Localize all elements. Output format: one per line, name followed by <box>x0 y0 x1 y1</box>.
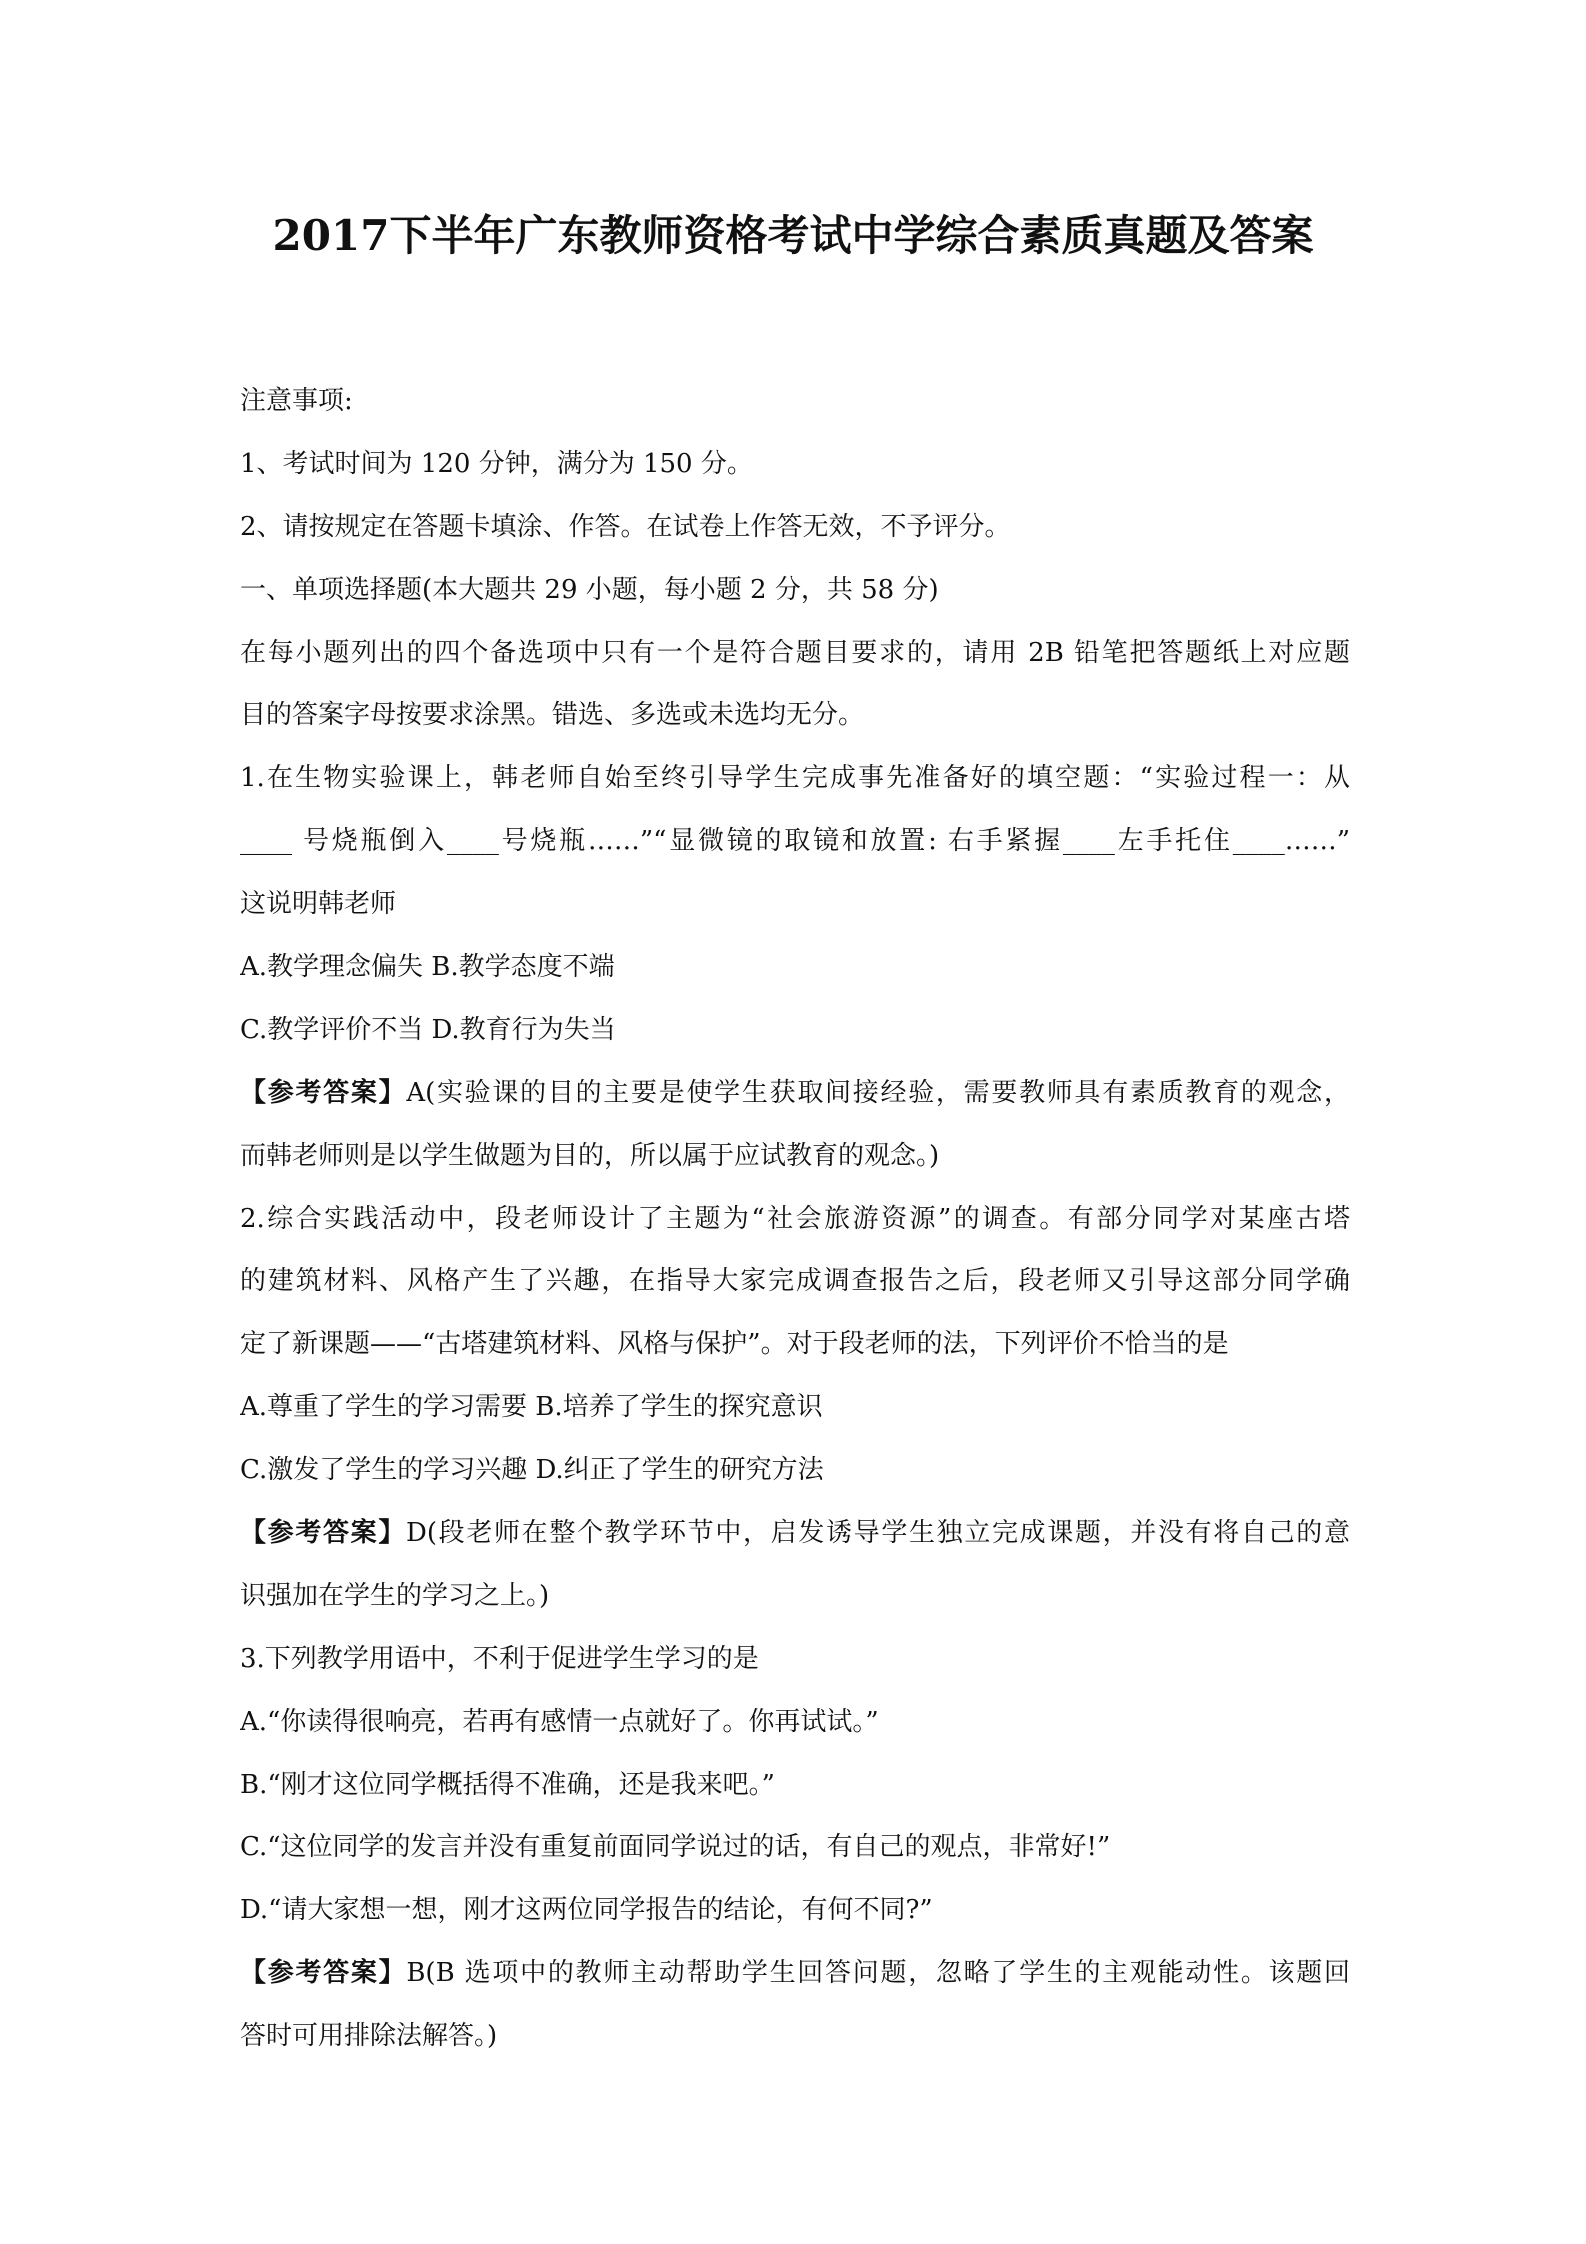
question-stem-line: 3.下列教学用语中，不利于促进学生学习的是 <box>240 1643 759 1674</box>
question-stem-line: 2.综合实践活动中，段老师设计了主题为“社会旅游资源”的调查。有部分同学对某座古塔 <box>240 1203 1350 1234</box>
notes-heading: 注意事项: <box>240 386 353 416</box>
question-3 <box>240 1628 1350 2068</box>
answer-label: 【参考答案】 <box>240 1077 407 1108</box>
question-options: C.教学评价不当 D.教育行为失当 <box>240 1014 616 1045</box>
question-option: A.“你读得很响亮，若再有感情一点就好了。你再试试。” <box>240 1706 879 1737</box>
question-option: C.“这位同学的发言并没有重复前面同学说过的话，有自己的观点，非常好!” <box>240 1832 1111 1863</box>
question-stem-line: ____ 号烧瓶倒入____号烧瓶……”“显微镜的取镜和放置: 右手紧握____左手托住____……” <box>240 826 1350 857</box>
answer-line <box>240 1502 1350 1565</box>
question-option: D.“请大家想一想，刚才这两位同学报告的结论，有何不同?” <box>240 1895 933 1926</box>
section-heading: 一、单项选择题(本大题共 29 小题，每小题 2 分，共 58 分) <box>240 574 939 605</box>
question-stem-line: 的建筑材料、风格产生了兴趣，在指导大家完成调查报告之后，段老师又引导这部分同学确 <box>240 1266 1350 1297</box>
answer-line <box>240 1942 1350 2005</box>
section-instructions-line: 在每小题列出的四个备选项中只有一个是符合题目要求的，请用 2B 铅笔把答题纸上对应题 <box>240 637 1350 668</box>
note-item: 2、请按规定在答题卡填涂、作答。在试卷上作答无效，不予评分。 <box>240 511 1011 542</box>
answer-label: 【参考答案】 <box>240 1518 406 1549</box>
question-stem-line: 定了新课题——“古塔建筑材料、风格与保护”。对于段老师的法，下列评价不恰当的是 <box>240 1329 1229 1360</box>
answer-text: A(实验课的目的主要是使学生获取间接经验，需要教师具有素质教育的观念， <box>406 1077 1350 1108</box>
question-options: C.激发了学生的学习兴趣 D.纠正了学生的研究方法 <box>240 1455 824 1486</box>
document-body <box>240 370 1350 2068</box>
answer-line: 识强加在学生的学习之上。) <box>240 1580 550 1611</box>
question-stem-line: 这说明韩老师 <box>240 889 397 920</box>
question-2 <box>240 1188 1350 1628</box>
question-stem-line: 1.在生物实验课上，韩老师自始至终引导学生完成事先准备好的填空题：“实验过程一：从 <box>240 763 1350 794</box>
question-options: A.尊重了学生的学习需要 B.培养了学生的探究意识 <box>240 1392 823 1423</box>
section-instructions-line: 目的答案字母按要求涂黑。错选、多选或未选均无分。 <box>240 700 865 731</box>
question-1 <box>240 747 1350 1187</box>
answer-line: 而韩老师则是以学生做题为目的，所以属于应试教育的观念。) <box>240 1140 940 1171</box>
answer-line: 答时可用排除法解答。) <box>240 2021 498 2052</box>
note-item: 1、考试时间为 120 分钟，满分为 150 分。 <box>240 448 753 479</box>
question-options: A.教学理念偏失 B.教学态度不端 <box>240 952 615 983</box>
question-option: B.“刚才这位同学概括得不准确，还是我来吧。” <box>240 1769 775 1800</box>
answer-label: 【参考答案】 <box>240 1958 407 1989</box>
answer-text: D(段老师在整个教学环节中，启发诱导学生独立完成课题，并没有将自己的意 <box>406 1518 1350 1549</box>
answer-text: B(B 选项中的教师主动帮助学生回答问题，忽略了学生的主观能动性。该题回 <box>406 1958 1350 1989</box>
answer-line <box>240 1062 1350 1125</box>
document-title: 2017下半年广东教师资格考试中学综合素质真题及答案 <box>272 211 1314 260</box>
